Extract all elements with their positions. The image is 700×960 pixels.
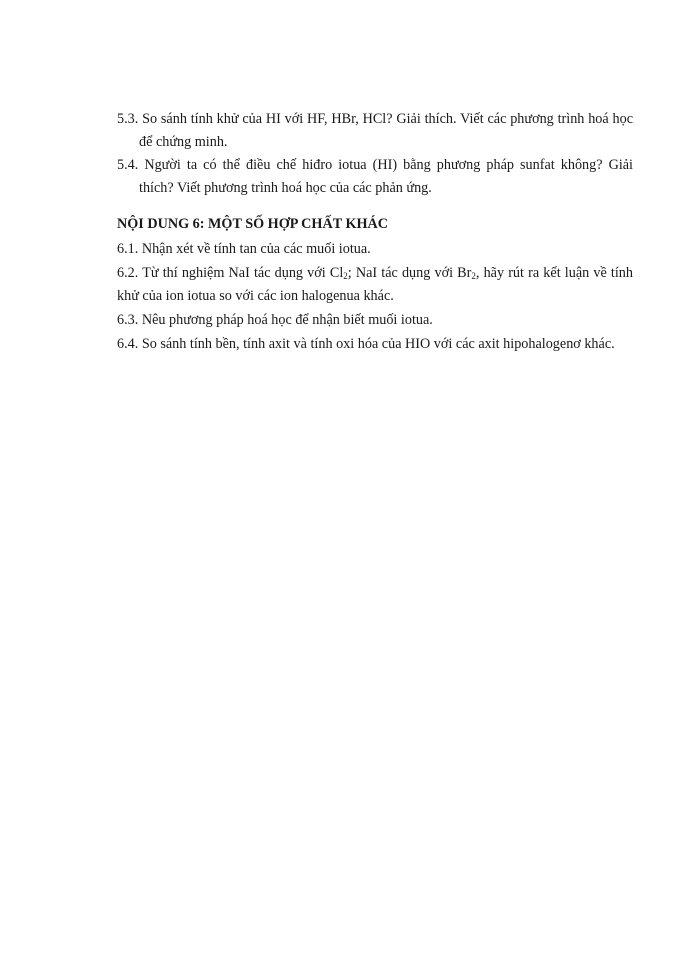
- question-6-2: [117, 262, 633, 307]
- question-text: Nhận xét về tính tan của các muối iotua.: [141, 240, 371, 257]
- question-number: 5.4.: [117, 157, 139, 174]
- question-number: 6.2.: [117, 264, 139, 281]
- question-number: 6.4.: [117, 335, 139, 352]
- section-heading: NỘI DUNG 6: MỘT SỐ HỢP CHẤT KHÁC: [117, 216, 389, 233]
- question-5-3: [117, 108, 633, 153]
- subscript: 2: [471, 270, 476, 281]
- question-text-part: , hãy rút ra kết luận về tính khử của ion iotua so với các ion halogenua khác.: [117, 264, 633, 304]
- question-5-4: [117, 154, 633, 199]
- question-6-4: [117, 333, 633, 356]
- question-text: So sánh tính khử của HI với HF, HBr, HCl? Giải thích. Viết các phương trình hoá học để chứng minh.: [139, 111, 634, 150]
- question-text: Người ta có thể điều chế hiđro iotua (HI) bằng phương pháp sunfat không? Giải thích? Viết phương trình hoá học của các phản ứng.: [139, 157, 634, 196]
- subscript: 2: [343, 270, 348, 281]
- question-6-3: [117, 309, 633, 332]
- question-6-1: [117, 238, 633, 261]
- question-text: Nêu phương pháp hoá học để nhận biết muối iotua.: [141, 311, 433, 328]
- question-number: 5.3.: [117, 111, 139, 127]
- question-number: 6.1.: [117, 240, 139, 257]
- document-page: [117, 108, 633, 357]
- question-text: So sánh tính bền, tính axit và tính oxi hóa của HIO với các axit hipohalogenơ khác.: [141, 335, 615, 352]
- question-number: 6.3.: [117, 311, 139, 328]
- question-text-part: Từ thí nghiệm NaI tác dụng với Cl: [142, 264, 344, 281]
- question-text-part: ; NaI tác dụng với Br: [347, 264, 472, 281]
